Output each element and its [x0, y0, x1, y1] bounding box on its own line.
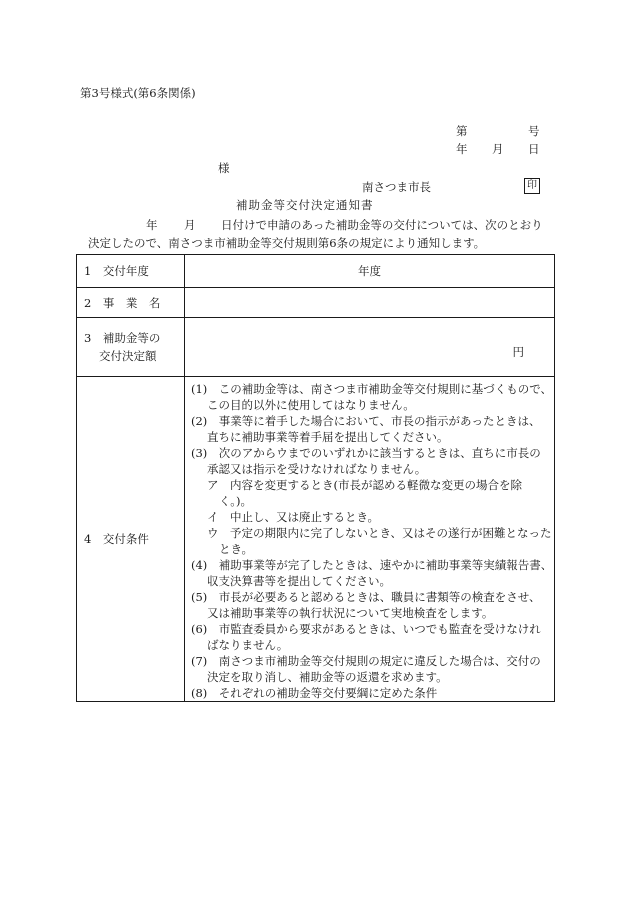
condition-3a-line-2: く。)。	[219, 494, 253, 508]
grant-amount-label-line-1: 3 補助金等の	[84, 331, 161, 345]
document-number-prefix: 第	[456, 124, 468, 138]
issuer-name: 南さつま市長	[362, 180, 431, 194]
document-title: 補助金等交付決定通知書	[236, 198, 374, 212]
condition-4-line-2: 収支決算書等を提出してください。	[207, 574, 391, 588]
condition-4-line-1: (4) 補助事業等が完了したときは、速やかに補助事業等実績報告書、	[191, 558, 553, 572]
addressee-honorific: 様	[218, 161, 230, 175]
project-name-label: 2 事 業 名	[77, 288, 185, 318]
condition-5-line-1: (5) 市長が必要あると認めるときは、職員に書類等の検査をさせ、	[191, 590, 541, 604]
table-row	[77, 255, 555, 288]
condition-3c-line-2: とき。	[219, 542, 254, 556]
table-row	[77, 318, 555, 377]
fiscal-year-value: 年度	[185, 255, 555, 288]
condition-7-line-1: (7) 南さつま市補助金等交付規則の規定に違反した場合は、交付の	[191, 654, 541, 668]
condition-1-line-2: この目的以外に使用してはなりません。	[207, 398, 415, 412]
condition-3c-line-1: ウ 予定の期限内に完了しないとき、又はその遂行が困難となった	[207, 526, 552, 540]
project-name-value	[185, 288, 555, 318]
seal-stamp-icon: 印	[524, 178, 540, 194]
body-year-label: 年	[146, 218, 158, 232]
table-row	[77, 288, 555, 318]
grant-conditions-list	[185, 377, 555, 702]
condition-3-line-1: (3) 次のアからウまでのいずれかに該当するときは、直ちに市長の	[191, 446, 541, 460]
condition-7-line-2: 決定を取り消し、補助金等の返還を求めます。	[207, 670, 448, 684]
form-number-label: 第3号様式(第6条関係)	[80, 86, 196, 100]
body-month-label: 月	[184, 218, 196, 232]
grant-conditions-label: 4 交付条件	[77, 377, 185, 702]
grant-decision-table	[76, 254, 555, 702]
condition-2-line-1: (2) 事業等に着手した場合において、市長の指示があったときは、	[191, 414, 541, 428]
grant-amount-label-line-2: 交付決定額	[99, 349, 157, 363]
condition-5-line-2: 又は補助事業等の執行状況について実地検査をします。	[207, 606, 494, 620]
grant-amount-label	[77, 318, 185, 377]
body-line-2: 決定したので、南さつま市補助金等交付規則第6条の規定により通知します。	[88, 236, 486, 250]
table-row	[77, 377, 555, 702]
date-month-label: 月	[492, 142, 504, 156]
condition-6-line-2: ばなりません。	[207, 638, 289, 652]
condition-6-line-1: (6) 市監査委員から要求があるときは、いつでも監査を受けなけれ	[191, 622, 541, 636]
document-number-suffix: 号	[528, 124, 540, 138]
grant-amount-value: 円	[185, 318, 555, 377]
condition-1-line-1: (1) この補助金等は、南さつま市補助金等交付規則に基づくもので、	[191, 382, 553, 396]
condition-2-line-2: 直ちに補助事業等着手届を提出してください。	[207, 430, 449, 444]
condition-3b-line-1: イ 中止し、又は廃止するとき。	[207, 510, 380, 524]
condition-8-line-1: (8) それぞれの補助金等交付要綱に定めた条件	[191, 686, 438, 700]
fiscal-year-label: 1 交付年度	[77, 255, 185, 288]
condition-3-line-2: 承認又は指示を受けなければなりません。	[207, 462, 427, 476]
date-year-label: 年	[456, 142, 468, 156]
body-line-1-text: 日付けで申請のあった補助金等の交付については、次のとおり	[221, 218, 543, 232]
date-day-label: 日	[528, 142, 540, 156]
condition-3a-line-1: ア 内容を変更するとき(市長が認める軽微な変更の場合を除	[207, 478, 522, 492]
